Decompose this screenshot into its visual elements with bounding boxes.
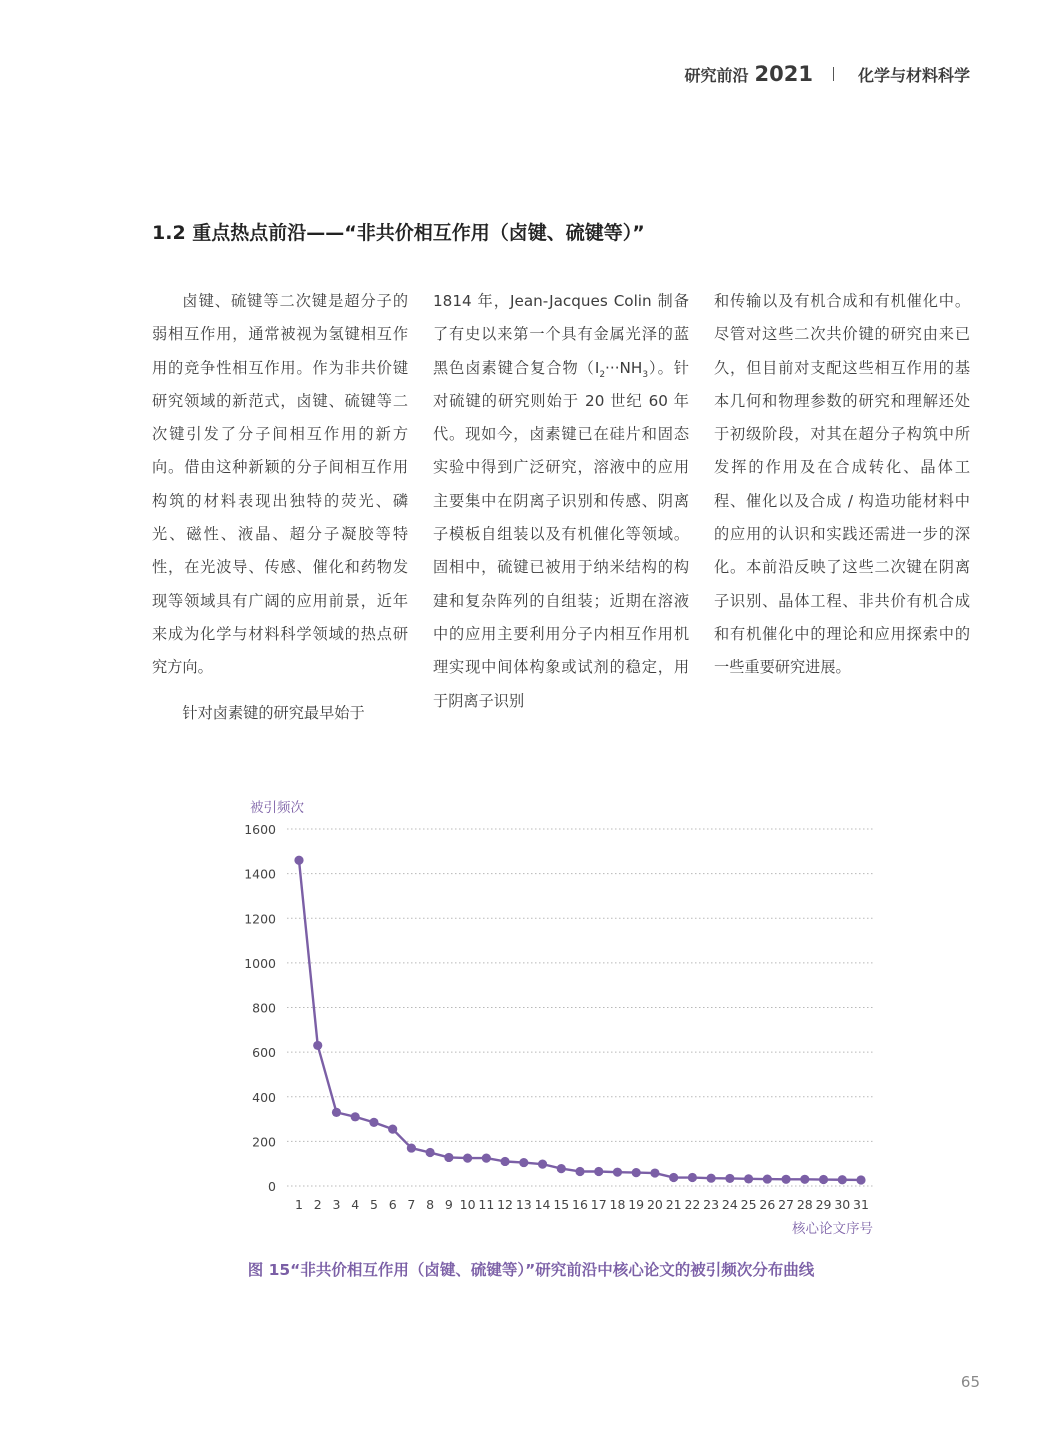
- x-tick-label: 7: [407, 1197, 416, 1212]
- section-heading: 1.2 重点热点前沿——“非共价相互作用（卤键、硫键等）”: [152, 222, 645, 244]
- data-point: [707, 1174, 716, 1183]
- chart-svg: [230, 790, 890, 1250]
- data-point: [332, 1108, 341, 1117]
- x-tick-label: 25: [740, 1197, 757, 1212]
- header-book-title: 研究前沿: [684, 65, 749, 85]
- x-tick-label: 22: [684, 1197, 701, 1212]
- data-point: [763, 1174, 772, 1183]
- x-tick-label: 9: [444, 1197, 453, 1212]
- data-point: [688, 1173, 697, 1182]
- x-tick-label: 4: [351, 1197, 360, 1212]
- data-point: [500, 1157, 509, 1166]
- x-tick-label: 2: [313, 1197, 322, 1212]
- data-point: [594, 1167, 603, 1176]
- paragraph: 卤键、硫键等二次键是超分子的弱相互作用，通常被视为氢键相互作用的竞争性相互作用。作为非共价键研究领域的新范式，卤键、硫键等二次键引发了分子间相互作用的新方向。借由这种新颖的分子间相互作用构筑的材料表现出独特的荧光、磷光、磁性、液晶、超分子凝胶等特性，在光波导、传感、催化和药物发现等领域具有广阔的应用前景，近年来成为化学与材料科学领域的热点研究方向。: [152, 292, 408, 677]
- data-point: [650, 1168, 659, 1177]
- data-point: [538, 1160, 547, 1169]
- data-point: [351, 1112, 360, 1121]
- y-axis-title: 被引频次: [250, 800, 304, 816]
- x-tick-label: 17: [590, 1197, 607, 1212]
- data-point: [800, 1175, 809, 1184]
- y-tick-label: 1000: [244, 955, 276, 971]
- y-tick-label: 400: [252, 1089, 276, 1105]
- y-tick-label: 1600: [244, 822, 276, 837]
- x-tick-label: 12: [497, 1197, 514, 1212]
- x-tick-label: 8: [426, 1197, 435, 1212]
- header-year: 2021: [754, 62, 813, 86]
- x-tick-label: 27: [778, 1197, 795, 1212]
- x-tick-label: 26: [759, 1197, 776, 1212]
- y-tick-label: 800: [252, 1000, 276, 1016]
- body-column-1: [152, 285, 408, 730]
- data-point: [669, 1173, 678, 1182]
- x-tick-label: 23: [703, 1197, 720, 1212]
- header-divider: [833, 67, 834, 81]
- data-point: [294, 856, 303, 865]
- x-tick-label: 15: [553, 1197, 570, 1212]
- figure-caption: 图 15“非共价相互作用（卤键、硫键等）”研究前沿中核心论文的被引频次分布曲线: [247, 1261, 815, 1279]
- x-tick-label: 5: [369, 1197, 378, 1212]
- series-line: [299, 860, 861, 1180]
- x-axis-title: 核心论文序号: [792, 1221, 873, 1237]
- x-tick-label: 10: [459, 1197, 476, 1212]
- x-tick-label: 14: [534, 1197, 551, 1212]
- data-point: [519, 1158, 528, 1167]
- data-point: [426, 1148, 435, 1157]
- y-tick-label: 200: [252, 1134, 276, 1150]
- body-column-2: [433, 285, 689, 718]
- x-tick-label: 21: [665, 1197, 682, 1212]
- x-tick-label: 28: [796, 1197, 813, 1212]
- data-point: [369, 1118, 378, 1127]
- y-tick-label: 0: [268, 1179, 276, 1194]
- data-point: [388, 1125, 397, 1134]
- data-point: [744, 1174, 753, 1183]
- paragraph: 和传输以及有机合成和有机催化中。尽管对这些二次共价键的研究由来已久，但目前对支配这些相互作用的基本几何和物理参数的研究和理解还处于初级阶段，对其在超分子构筑中所发挥的作用及在合成转化、晶体工程、催化以及合成 / 构造功能材料中的应用的认识和实践还需进一步的深化。本前沿反映了这些二次键在阴离子识别、晶体工程、非共价有机合成和有机催化中的理论和应用探索中的一些重要研究进展。: [714, 292, 970, 677]
- x-tick-label: 30: [834, 1197, 851, 1212]
- y-tick-label: 1400: [244, 866, 276, 882]
- header-section: 化学与材料科学: [857, 65, 970, 85]
- x-tick-label: 6: [388, 1197, 397, 1212]
- body-column-3: [714, 285, 970, 685]
- running-header: [685, 62, 970, 86]
- y-tick-label: 600: [252, 1045, 276, 1061]
- x-tick-label: 19: [628, 1197, 645, 1212]
- data-point: [632, 1168, 641, 1177]
- data-point: [613, 1168, 622, 1177]
- data-point: [838, 1175, 847, 1184]
- data-point: [313, 1041, 322, 1050]
- data-point: [407, 1143, 416, 1152]
- data-point: [482, 1154, 491, 1163]
- y-tick-label: 1200: [244, 911, 276, 927]
- data-point: [463, 1154, 472, 1163]
- x-tick-label: 29: [815, 1197, 832, 1212]
- x-tick-label: 1: [295, 1197, 303, 1212]
- x-tick-label: 3: [332, 1197, 341, 1212]
- x-tick-label: 18: [609, 1197, 626, 1212]
- data-point: [725, 1174, 734, 1183]
- page-number: 65: [960, 1373, 980, 1391]
- x-tick-label: 20: [646, 1197, 663, 1212]
- data-point: [781, 1175, 790, 1184]
- data-point: [856, 1175, 865, 1184]
- data-point: [819, 1175, 828, 1184]
- data-point: [557, 1164, 566, 1173]
- data-point: [444, 1153, 453, 1162]
- x-tick-label: 13: [515, 1197, 532, 1212]
- paragraph: 针对卤素键的研究最早始于: [182, 703, 365, 722]
- x-tick-label: 24: [721, 1197, 738, 1212]
- data-point: [575, 1167, 584, 1176]
- paragraph: 1814 年，Jean-Jacques Colin 制备了有史以来第一个具有金属光泽的蓝黑色卤素键合复合物$(I_2\cdot\cdot\cdot NH_3)$。针对硫键的研究则始于 20 世纪 60 年代。现如今，卤素键已在硅片和固态实验中得到广泛研究，溶液中的应用主要集中在阴离子识别和传感、阴离子模板自组装以及有机催化等领域。固相中，硫键已被用于纳米结构的构建和复杂阵列的自组装；近期在溶液中的应用主要利用分子内相互作用机理实现中间体构象或试剂的稳定，用于阴离子识别: [433, 292, 689, 710]
- citation-chart: [230, 790, 890, 1250]
- x-tick-label: 16: [572, 1197, 588, 1212]
- x-tick-label: 31: [853, 1197, 869, 1212]
- x-tick-label: 11: [478, 1197, 495, 1212]
